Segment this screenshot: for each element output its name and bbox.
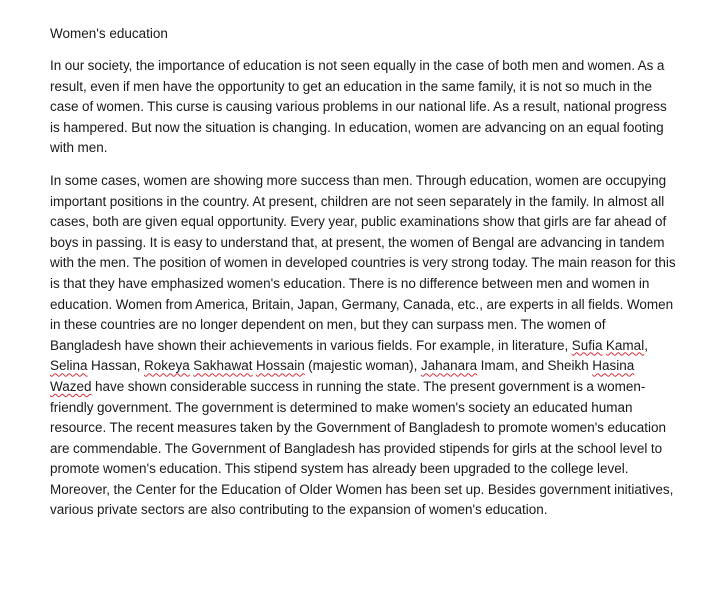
- misspelled-word[interactable]: Hasina: [592, 358, 635, 374]
- paragraph-2-text: have shown considerable success in running the state. The present government is a women-friendly government. The government is determined to make women's society an educated human resource. The recent measures taken by the Government of Bangladesh to promote women's education are commendable. The Government of Bangladesh has provided stipends for girls at the school level to promote women's education. This stipend system has already been upgraded to the college level. Moreover, the Center for the Education of Older Women has been set up. Besides government initiatives, various private sectors are also contributing to the expansion of women's education.: [50, 378, 674, 518]
- document-page: [50, 24, 678, 533]
- paragraph-2-text: (majestic woman),: [304, 358, 421, 374]
- paragraph-2-text: Hassan,: [87, 358, 144, 374]
- misspelled-word[interactable]: Jahanara: [420, 358, 478, 374]
- misspelled-word[interactable]: Wazed: [50, 378, 92, 394]
- paragraph-1: In our society, the importance of education is not seen equally in the case of both men and women. As a result, even if men have the opportunity to get an education in the same family, it is not so much in the case of women. This curse is causing various problems in our national life. As a result, national progress is hampered. But now the situation is changing. In education, women are advancing on an equal footing with men.: [50, 58, 667, 156]
- misspelled-word[interactable]: Selina: [50, 358, 88, 374]
- document-title: Women's education: [50, 26, 168, 41]
- paragraph-2-text: In some cases, women are showing more success than men. Through education, women are occupying important positions in the country. At present, children are not seen separately in the family. In almost all cases, both are given equal opportunity. Every year, public examinations show that girls are far ahead of boys in passing. It is easy to understand that, at present, the women of Bengal are advancing in tandem with the men. The position of women in developed countries is very strong today. The main reason for this is that they have emphasized women's education. There is no difference between men and women in education. Women from America, Britain, Japan, Germany, Canada, etc., are experts in all fields. Women in these countries are no longer dependent on men, but they can surpass men. The women of Bangladesh have shown their achievements in various fields. For example, in literature,: [50, 172, 676, 353]
- paragraph-2: [50, 171, 678, 521]
- paragraph-2-text: Imam, and Sheikh: [477, 358, 593, 374]
- misspelled-word[interactable]: Kamal: [605, 337, 645, 353]
- misspelled-word[interactable]: Hossain: [255, 358, 305, 374]
- misspelled-word[interactable]: Rokeya: [143, 358, 190, 374]
- paragraph-2-text: ,: [644, 337, 648, 353]
- misspelled-word[interactable]: Sufia: [571, 337, 603, 353]
- misspelled-word[interactable]: Sakhawat: [193, 358, 253, 374]
